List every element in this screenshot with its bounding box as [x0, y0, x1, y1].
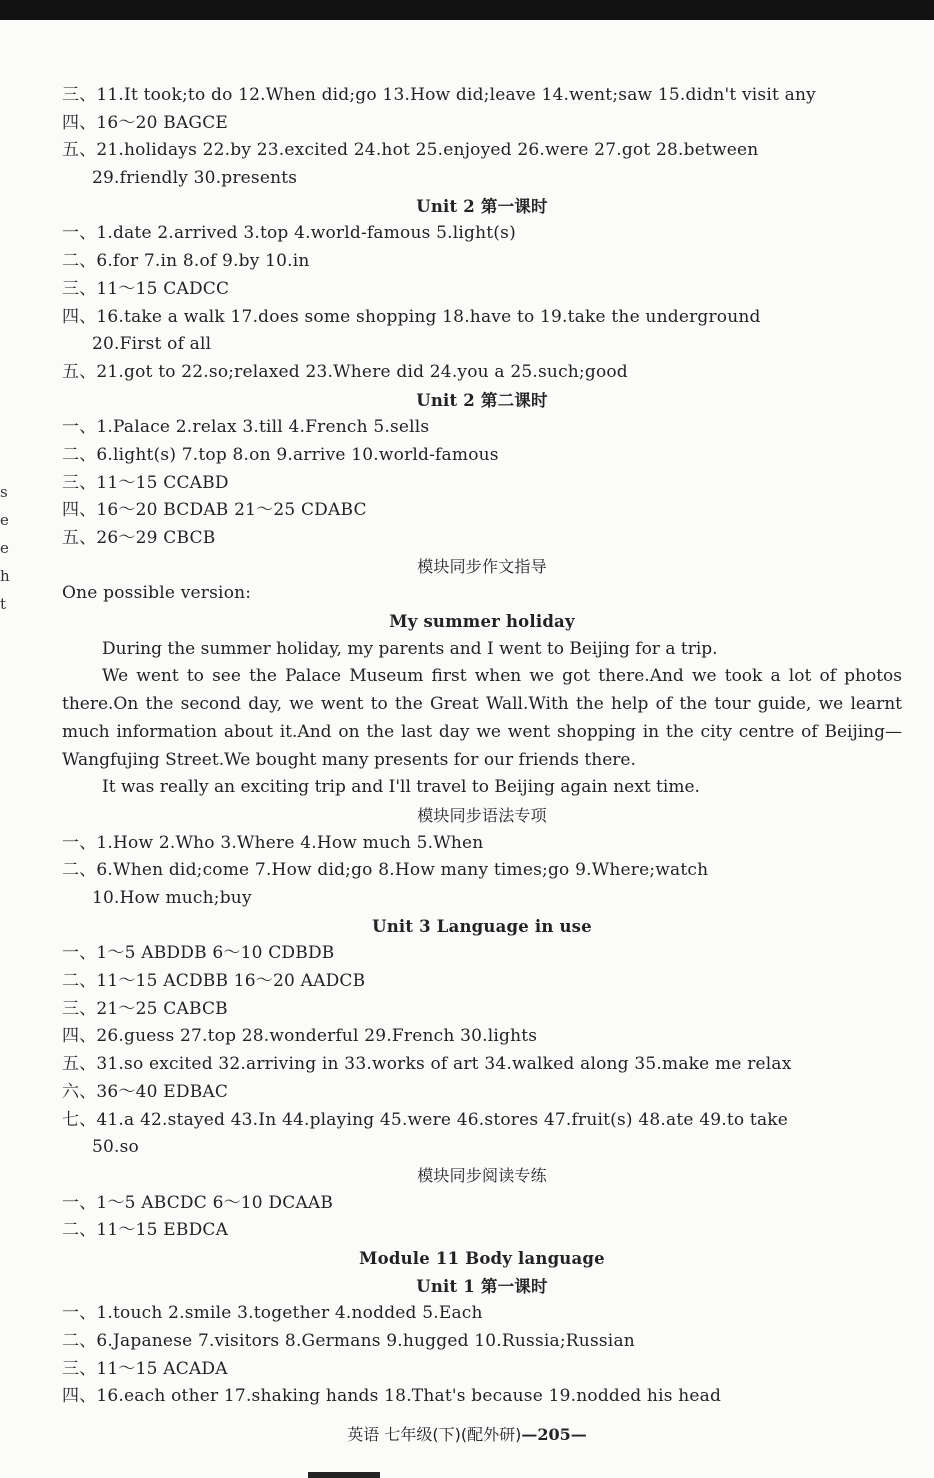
section-heading: Unit 3 Language in use [372, 916, 592, 936]
cutoff-letter: t [0, 595, 7, 613]
answer-line: 四、16.each other 17.shaking hands 18.That's because 19.nodded his head [62, 1386, 722, 1407]
answer-line: 四、16～20 BAGCE [62, 112, 229, 133]
footer-book-title: 英语 七年级(下)(配外研) [347, 1425, 522, 1444]
answer-line: 七、41.a 42.stayed 43.In 44.playing 45.were 46.stores 47.fruit(s) 48.ate 49.to take [62, 1109, 789, 1130]
cutoff-letter: s [0, 483, 8, 501]
answer-line: 二、6.Japanese 7.visitors 8.Germans 9.hugged 10.Russia;Russian [62, 1331, 635, 1352]
answer-line: 50.so [92, 1137, 139, 1158]
scan-top-border [0, 0, 934, 20]
page-footer [0, 1422, 934, 1445]
essay-paragraph: During the summer holiday, my parents and I went to Beijing for a trip. [102, 638, 718, 659]
answer-line: 一、1.touch 2.smile 3.together 4.nodded 5.Each [62, 1303, 483, 1324]
section-heading: Unit 2 第一课时 [416, 196, 548, 216]
section-heading: 模块同步阅读专练 [417, 1165, 547, 1185]
answer-line: 10.How much;buy [92, 888, 252, 909]
section-heading: 模块同步作文指导 [417, 556, 547, 576]
section-heading: 模块同步语法专项 [417, 805, 547, 825]
cutoff-letter: e [0, 539, 9, 557]
answer-line: 五、21.holidays 22.by 23.excited 24.hot 25.enjoyed 26.were 27.got 28.between [62, 140, 759, 161]
essay-paragraph: It was really an exciting trip and I'll travel to Beijing again next time. [102, 777, 700, 798]
answer-line: 29.friendly 30.presents [92, 168, 298, 189]
answer-line: 五、26～29 CBCB [62, 528, 216, 548]
answer-line: 一、1～5 ABCDC 6～10 DCAAB [62, 1192, 334, 1213]
answer-line: 一、1.How 2.Who 3.Where 4.How much 5.When [62, 832, 484, 853]
answer-line: 四、16～20 BCDAB 21～25 CDABC [62, 500, 367, 521]
answer-line: 三、11.It took;to do 12.When did;go 13.How did;leave 14.went;saw 15.didn't visit any [62, 85, 816, 105]
essay-title: My summer holiday [389, 612, 575, 632]
answer-line: 一、1.Palace 2.relax 3.till 4.French 5.sells [62, 417, 430, 438]
answer-line: 二、11～15 ACDBB 16～20 AADCB [62, 971, 366, 992]
cutoff-letter: e [0, 511, 9, 529]
essay-paragraph: We went to see the Palace Museum first when we got there.And we took a lot of photos there.On the second day, we went to the Great Wall.With the help of the tour guide, we learnt much information about it.And on the last day we went shopping in the city centre of Beijing—Wangfujing Street.We bought many presents for our friends there. [62, 666, 902, 770]
answer-line: 三、11～15 ACADA [62, 1358, 228, 1379]
answer-line: 六、36～40 EDBAC [62, 1081, 229, 1102]
answer-line: 二、11～15 EBDCA [62, 1220, 229, 1241]
answer-line: 五、31.so excited 32.arriving in 33.works of art 34.walked along 35.make me relax [62, 1054, 792, 1075]
section-heading: Module 11 Body language [359, 1248, 605, 1268]
answer-line: 一、1.date 2.arrived 3.top 4.world-famous 5.light(s) [62, 223, 516, 244]
answer-key-content [62, 82, 902, 1411]
page-number: —205— [521, 1425, 587, 1444]
answer-line: 三、11～15 CADCC [62, 278, 230, 299]
answer-line: 一、1～5 ABDDB 6～10 CDBDB [62, 943, 335, 964]
answer-line: 二、6.When did;come 7.How did;go 8.How many times;go 9.Where;watch [62, 860, 709, 881]
answer-line: 三、21～25 CABCB [62, 998, 228, 1019]
answer-line: 二、6.light(s) 7.top 8.on 9.arrive 10.world-famous [62, 444, 499, 465]
cutoff-letter: h [0, 567, 10, 585]
answer-line: 20.First of all [92, 334, 212, 355]
answer-line: 三、11～15 CCABD [62, 472, 229, 493]
answer-block-1 [62, 82, 902, 580]
answer-line: 五、21.got to 22.so;relaxed 23.Where did 24.you a 25.such;good [62, 361, 628, 382]
answer-line: 四、26.guess 27.top 28.wonderful 29.French 30.lights [62, 1026, 538, 1047]
section-heading: Unit 1 第一课时 [416, 1276, 548, 1296]
answer-line: 四、16.take a walk 17.does some shopping 18.have to 19.take the underground [62, 306, 761, 327]
answer-block-2 [62, 802, 902, 1411]
essay-intro: One possible version: [62, 583, 252, 604]
scan-bottom-mark [308, 1472, 380, 1478]
answer-line: 二、6.for 7.in 8.of 9.by 10.in [62, 251, 310, 272]
left-margin-cutoff-letters [0, 478, 12, 618]
section-heading: Unit 2 第二课时 [416, 390, 548, 410]
